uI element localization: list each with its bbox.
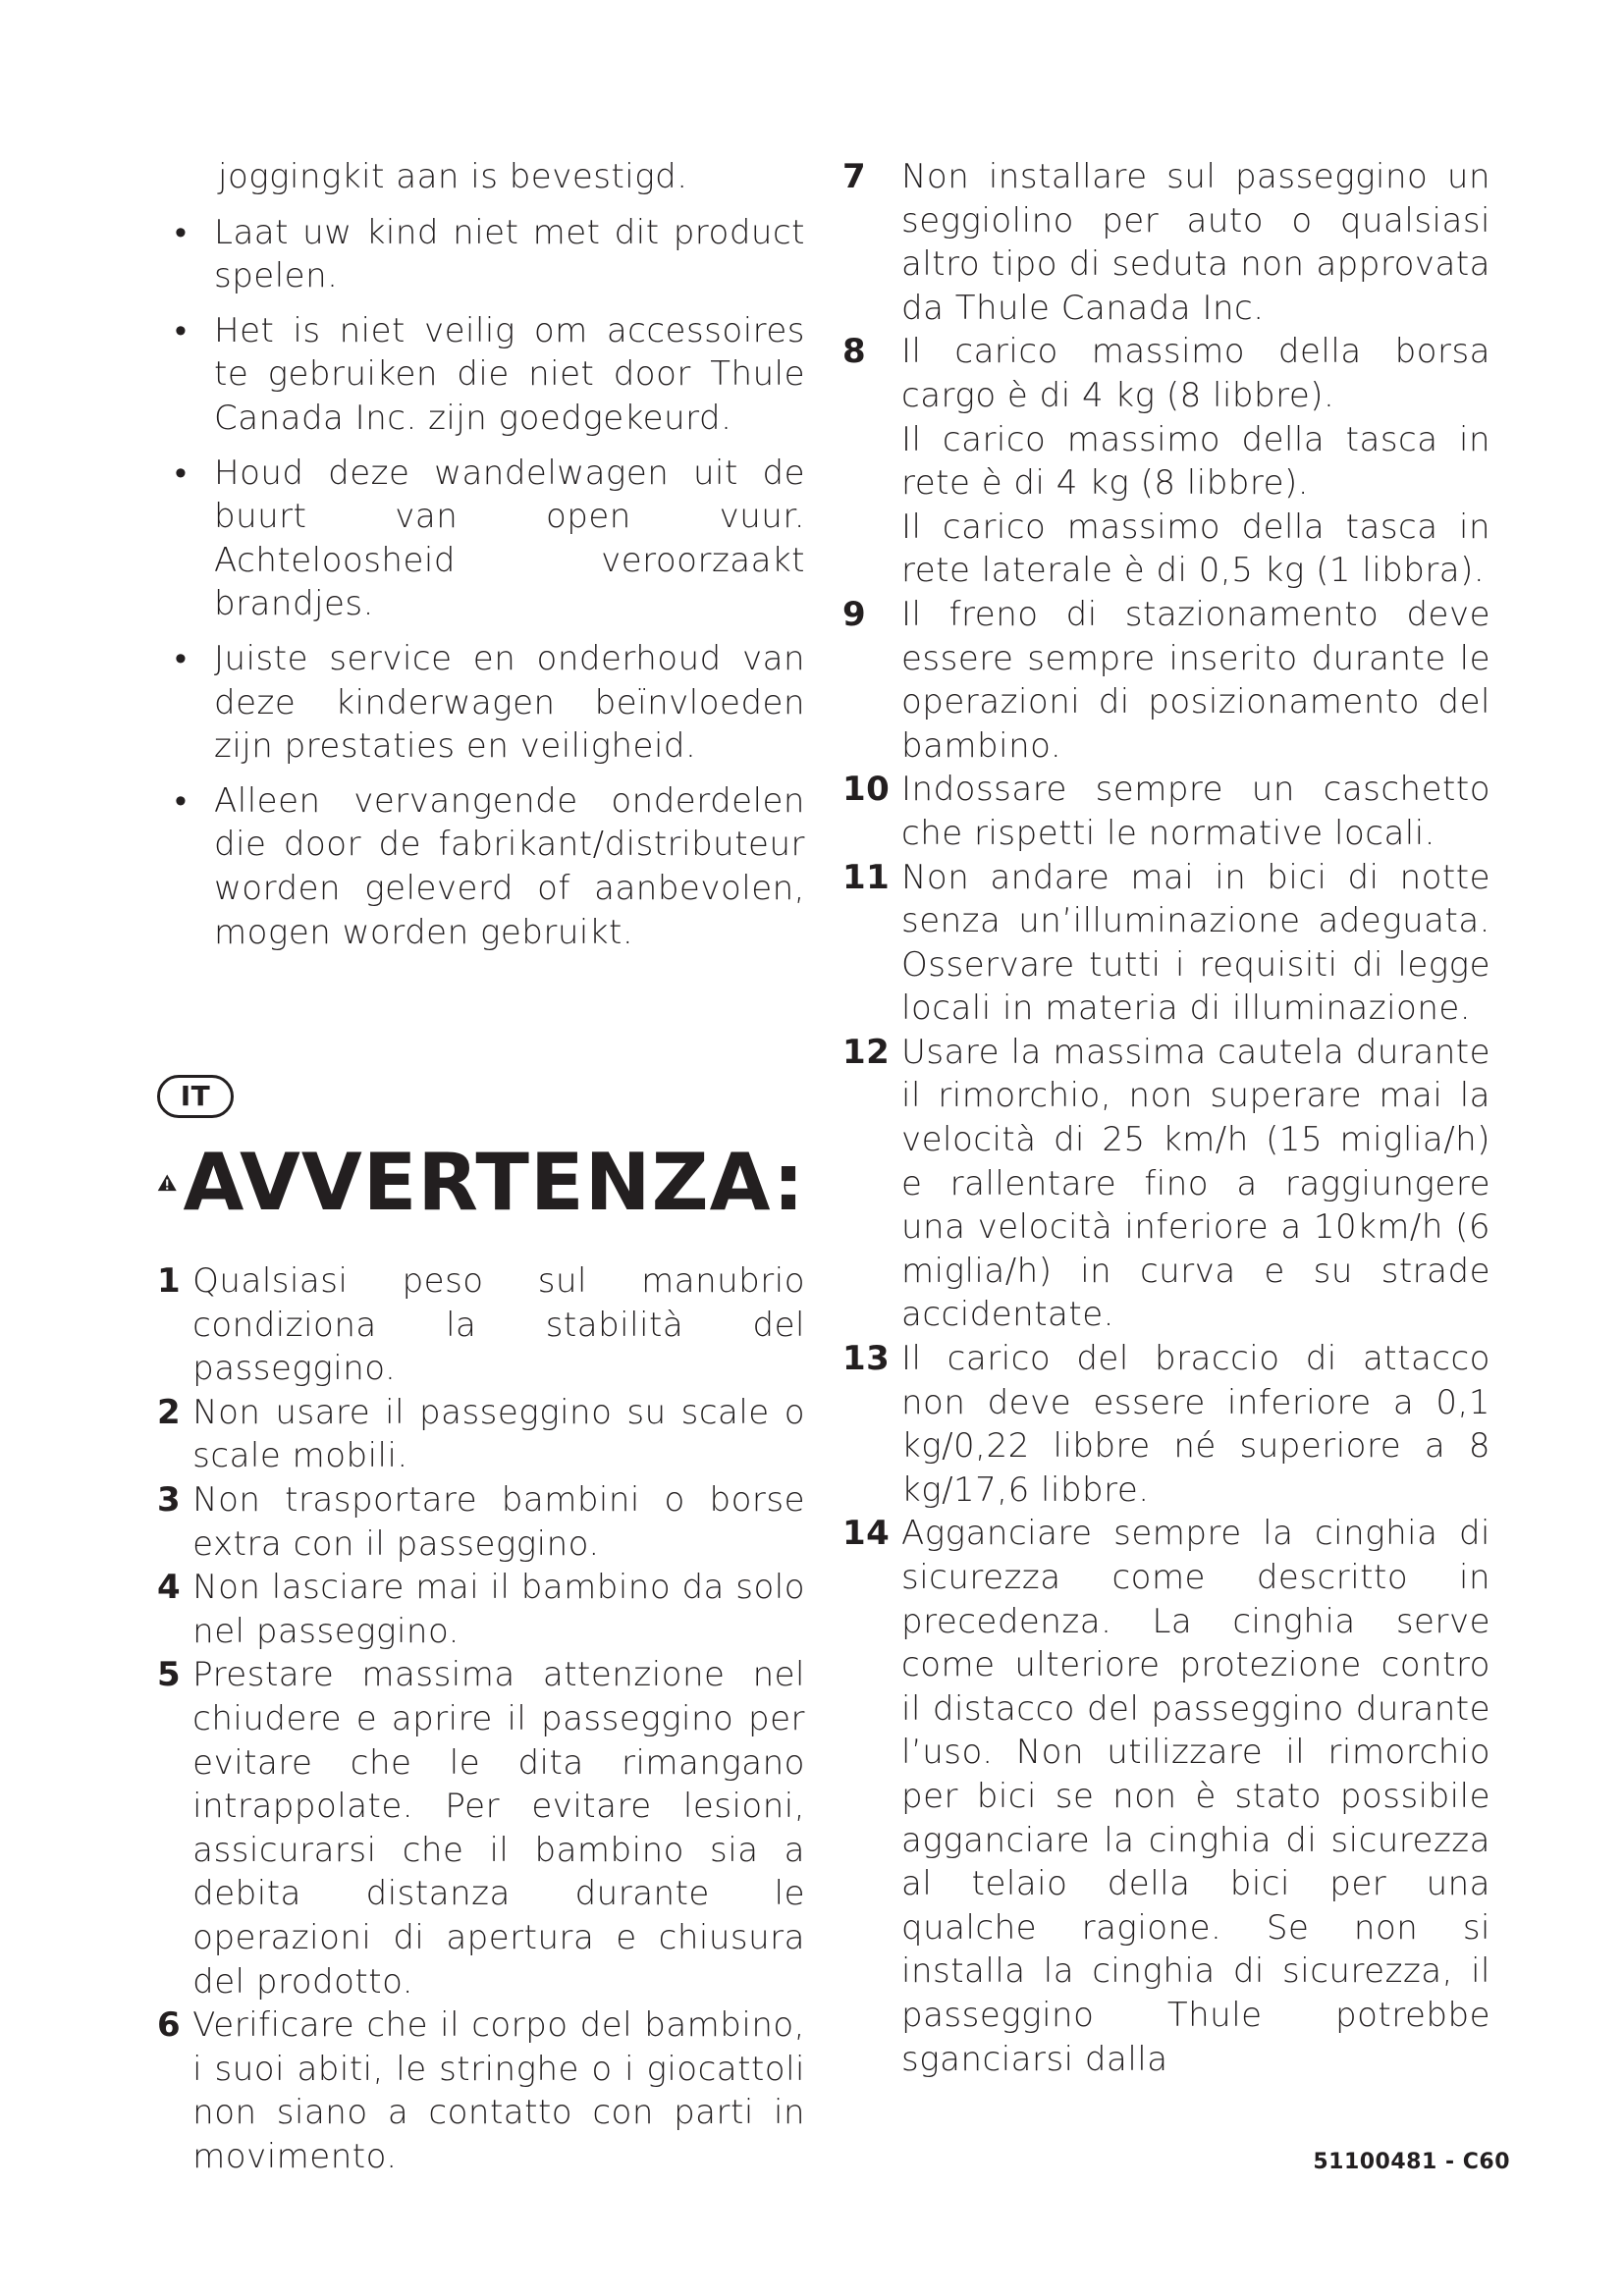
item-number: 8 [842, 332, 867, 372]
bullet-dot: • [175, 212, 188, 252]
item-number: 3 [157, 1480, 182, 1521]
item-text [901, 330, 1490, 593]
item-text: Usare la massima cautela durante il rimorchio, non superare mai la velocità di 25 km/h (15 miglia/h) e rallentare fino a raggiungere una velocità inferiore a 10km/h (6 miglia/h) in curva e su strade accidentate. [901, 1032, 1490, 1335]
warning-triangle-icon [157, 1157, 177, 1208]
nl-bullet-item [157, 637, 805, 769]
item-text: Non usare il passeggino su scale o scale mobili. [192, 1392, 805, 1476]
nl-continuation-text: joggingkit aan is bevestigd. [218, 157, 688, 196]
item-text: Il freno di stazionamento deve essere sempre inserito durante le operazioni di posizionamento del bambino. [901, 594, 1490, 766]
item-text: Agganciare sempre la cinghia di sicurezza come descritto in precedenza. La cinghia serve come ulteriore protezione contro il distacco del passeggino durante l’uso. Non utilizzare il rimorchio per bici se non è stato possibile agganciare la cinghia di sicurezza al telaio della bici per una qualche ragione. Se non si installa la cinghia di sicurezza, il passeggino Thule potrebbe sganciarsi dalla [901, 1514, 1490, 2079]
nl-bullet-text: Laat uw kind niet met dit product spelen. [214, 212, 805, 296]
item-text: Verificare che il corpo del bambino, i suoi abiti, le stringhe o i giocattoli non siano a contatto con parti in movimento. [192, 2005, 805, 2176]
warning-item-5 [157, 1653, 805, 2003]
right-column [842, 155, 1490, 2081]
nl-bullet-text: Het is niet veilig om accessoires te gebruiken die niet door Thule Canada Inc. zijn goedgekeurd. [214, 310, 805, 438]
item-text: Qualsiasi peso sul manubrio condiziona la stabilità del passeggino. [192, 1261, 805, 1389]
bullet-dot: • [175, 453, 188, 493]
item-number: 4 [157, 1568, 182, 1608]
item-text: Non trasportare bambini o borse extra con il passeggino. [192, 1480, 805, 1564]
warning-item-6 [157, 2003, 805, 2178]
warning-item-10 [842, 768, 1490, 855]
warning-item-1 [157, 1259, 805, 1391]
item-number: 10 [842, 770, 891, 810]
item-number: 11 [842, 857, 891, 897]
nl-bullet-item [157, 779, 805, 954]
item-number: 9 [842, 594, 867, 634]
nl-bullet-item [157, 452, 805, 626]
item-paragraph: Il carico massimo della tasca in rete laterale è di 0,5 kg (1 libbra). [901, 507, 1490, 591]
item-text: Non andare mai in bici di notte senza un’illuminazione adeguata. Osservare tutti i requisiti di legge locali in materia di illuminazione. [901, 857, 1490, 1029]
warning-item-9 [842, 593, 1490, 768]
warning-title: AVVERTENZA: [183, 1137, 805, 1229]
item-number: 7 [842, 157, 867, 196]
item-paragraph: Il carico massimo della tasca in rete è di 4 kg (8 libbre). [901, 419, 1490, 504]
warning-item-4 [157, 1566, 805, 1653]
item-text: Il carico del braccio di attacco non deve essere inferiore a 0,1 kg/0,22 libbre né superiore a 8 kg/17,6 libbre. [901, 1339, 1490, 1510]
item-number: 5 [157, 1655, 182, 1695]
nl-bullet-item [157, 309, 805, 441]
item-number: 2 [157, 1392, 182, 1432]
item-number: 14 [842, 1514, 891, 1554]
language-badge-it: IT [157, 1075, 234, 1118]
item-number: 1 [157, 1261, 182, 1302]
warning-item-2 [157, 1391, 805, 1478]
item-text: Indossare sempre un caschetto che rispetti le normative locali. [901, 770, 1490, 853]
warning-item-13 [842, 1337, 1490, 1512]
warning-item-11 [842, 856, 1490, 1031]
nl-bullet-text: Juiste service en onderhoud van deze kinderwagen beïnvloeden zijn prestaties en veiligheid. [214, 638, 805, 767]
nl-bullet-text: Alleen vervangende onderdelen die door de fabrikant/distributeur worden geleverd of aanbevolen, mogen worden gebruikt. [214, 780, 805, 952]
warning-item-3 [157, 1478, 805, 1566]
bullet-dot: • [175, 310, 188, 350]
document-code: 51100481 - C60 [1313, 2150, 1510, 2174]
item-text: Prestare massima attenzione nel chiudere e aprire il passeggino per evitare che le dita rimangano intrappolate. Per evitare lesioni, assicurarsi che il bambino sia a debita distanza durante le operazioni di apertura e chiusura del prodotto. [192, 1655, 805, 2002]
bullet-dot: • [175, 638, 188, 678]
left-column [157, 155, 805, 2179]
nl-bullet-text: Houd deze wandelwagen uit de buurt van open vuur. Achteloosheid veroorzaakt brandjes. [214, 453, 805, 624]
nl-bullet-item [157, 211, 805, 298]
item-number: 13 [842, 1339, 891, 1379]
item-number: 12 [842, 1032, 891, 1072]
item-text: Non installare sul passeggino un seggiolino per auto o qualsiasi altro tipo di seduta non approvata da Thule Canada Inc. [901, 157, 1490, 328]
bullet-dot: • [175, 780, 188, 821]
warning-item-8 [842, 330, 1490, 593]
item-text: Non lasciare mai il bambino da solo nel passeggino. [192, 1568, 805, 1651]
warning-item-14 [842, 1512, 1490, 2081]
item-number: 6 [157, 2005, 182, 2046]
warning-item-12 [842, 1031, 1490, 1337]
item-paragraph: Il carico massimo della borsa cargo è di 4 kg (8 libbre). [901, 332, 1490, 415]
warning-item-7 [842, 155, 1490, 330]
warning-heading [157, 1136, 805, 1230]
